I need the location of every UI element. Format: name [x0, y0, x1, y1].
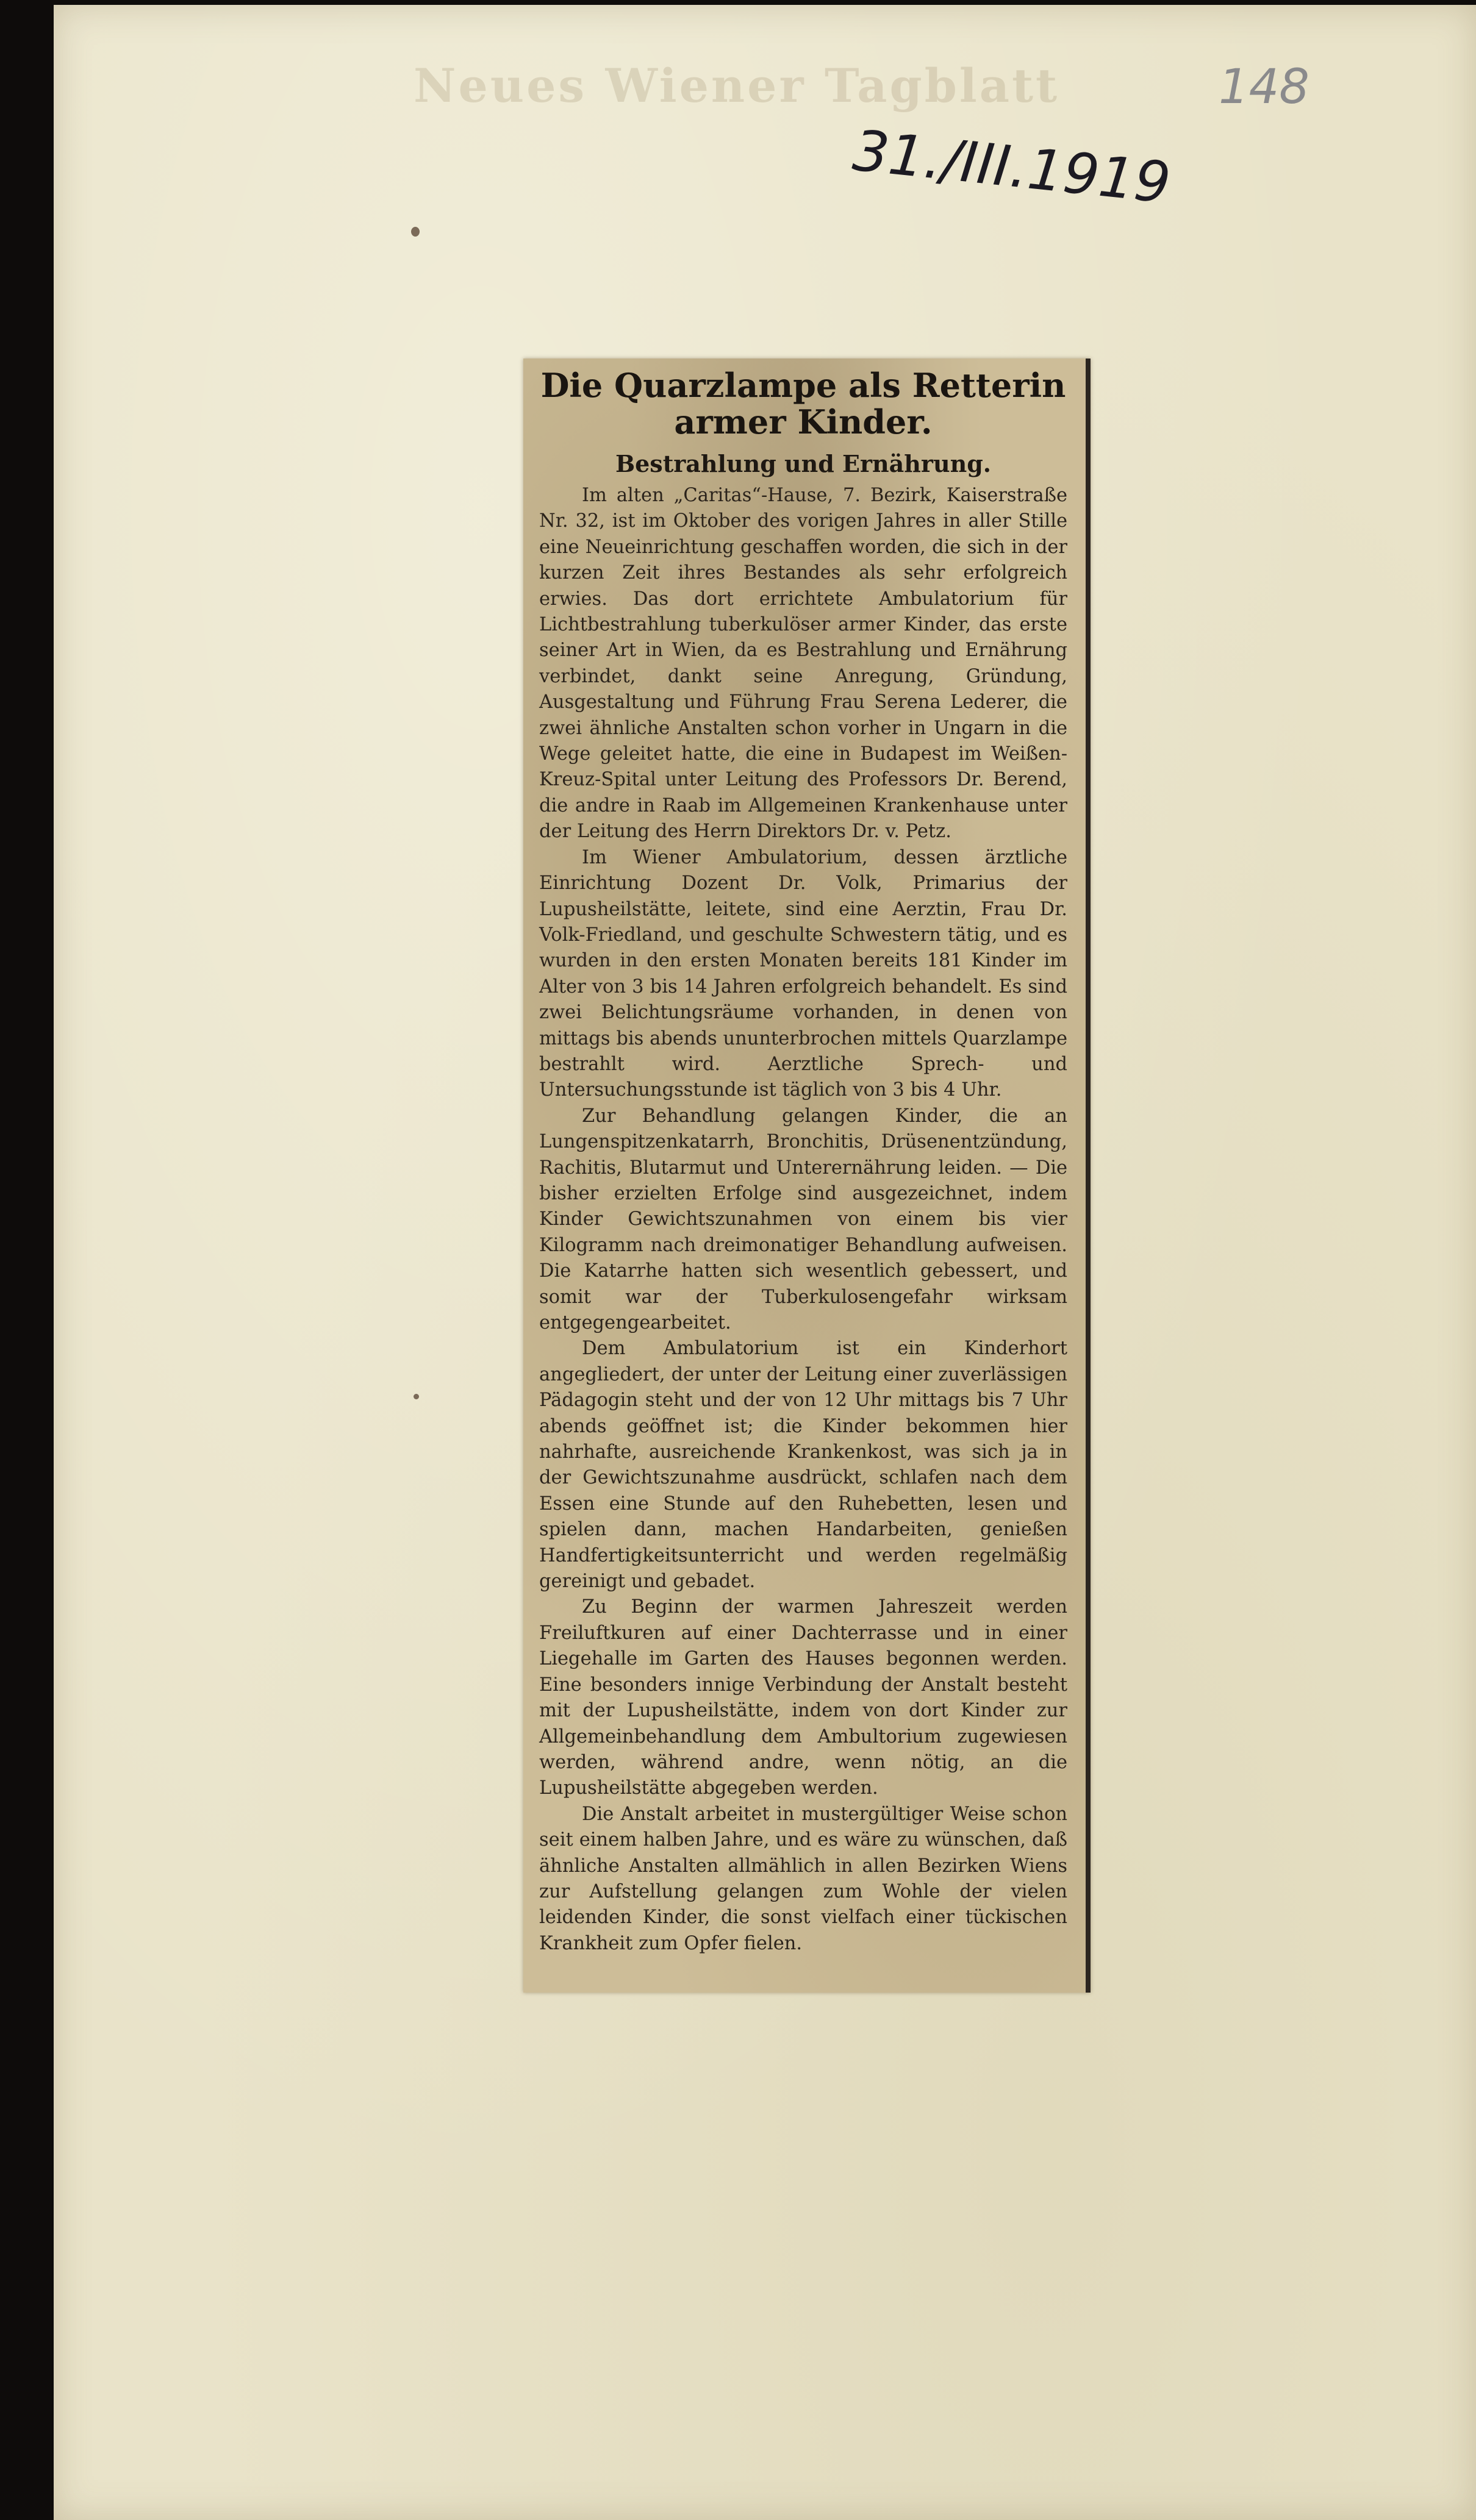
ink-spot — [414, 1394, 419, 1399]
article-subheadline: Bestrahlung und Ernährung. — [615, 450, 991, 477]
article-body — [539, 483, 1067, 1957]
article-paragraph: Im alten „Caritas“-Hause, 7. Bezirk, Kaiserstraße Nr. 32, ist im Oktober des vorigen Jahres in aller Stille eine Neueinrichtung geschaffen worden, die sich in der kurzen Zeit ihres Bestandes als sehr erfolgreich erwies. Das dort errichtete Ambulatorium für Lichtbestrahlung tuberkulöser armer Kinder, das erste seiner Art in Wien, da es Bestrahlung und Ernährung verbindet, dankt seine Anregung, Gründung, Ausgestaltung und Führung Frau Serena Lederer, die zwei ähnliche Anstalten schon vorher in Ungarn in die Wege geleitet hatte, die eine in Budapest im Weißen-Kreuz-Spital unter Leitung des Professors Dr. Berend, die andre in Raab im Allgemeinen Krankenhause unter der Leitung des Herrn Direktors Dr. v. Petz. — [539, 485, 1067, 843]
article-headline: Die Quarzlampe als Retterin armer Kinder. — [540, 366, 1066, 441]
handwritten-date: 31./III.1919 — [850, 118, 1174, 216]
newspaper-clipping — [523, 359, 1091, 1993]
newspaper-stamp: Neues Wiener Tagblatt — [414, 59, 1060, 113]
article-paragraph: Im Wiener Ambulatorium, dessen ärztliche Einrichtung Dozent Dr. Volk, Primarius der Lupusheilstätte, leitete, sind eine Aerztin, Frau Dr. Volk-Friedland, und geschulte Schwestern tätig, und es wurden in den ersten Monaten bereits 181 Kinder im Alter von 3 bis 14 Jahren erfolgreich behandelt. Es sind zwei Belichtungsräume vorhanden, in denen von mittags bis abends ununterbrochen mittels Quarzlampe bestrahlt wird. Aerztliche Sprech- und Untersuchungsstunde ist täglich von 3 bis 4 Uhr. — [539, 846, 1067, 1101]
article-paragraph: Dem Ambulatorium ist ein Kinderhort angegliedert, der unter der Leitung einer zuverlässigen Pädagogin steht und der von 12 Uhr mittags bis 7 Uhr abends geöffnet ist; die Kinder bekommen hier nahrhafte, ausreichende Krankenkost, was sich ja in der Gewichtszunahme ausdrückt, schlafen nach dem Essen eine Stunde auf den Ruhebetten, lesen und spielen dann, machen Handarbeiten, genießen Handfertigkeitsunterricht und werden regelmäßig gereinigt und gebadet. — [539, 1338, 1067, 1593]
page-number: 148 — [1219, 60, 1309, 115]
ink-spot — [411, 227, 420, 237]
article-paragraph: Zur Behandlung gelangen Kinder, die an Lungenspitzenkatarrh, Bronchitis, Drüsenentzündung, Rachitis, Blutarmut und Unterernährung leiden. — Die bisher erzielten Erfolge sind ausgezeichnet, indem Kinder Gewichtszunahmen von einem bis vier Kilogramm nach dreimonatiger Behandlung aufweisen. Die Katarrhe hatten sich wesentlich gebessert, und somit war der Tuberkulosengefahr wirksam entgegengearbeitet. — [539, 1105, 1067, 1333]
archive-sheet — [54, 5, 1476, 2520]
article-paragraph: Zu Beginn der warmen Jahreszeit werden Freiluftkuren auf einer Dachterrasse und in einer Liegehalle im Garten des Hauses begonnen werden. Eine besonders innige Verbindung der Anstalt besteht mit der Lupusheilstätte, indem von dort Kinder zur Allgemeinbehandlung dem Ambultorium zugewiesen werden, während andre, wenn nötig, an die Lupusheilstätte abgegeben werden. — [539, 1596, 1067, 1799]
article-paragraph: Die Anstalt arbeitet in mustergültiger Weise schon seit einem halben Jahre, und es wäre zu wünschen, daß ähnliche Anstalten allmählich in allen Bezirken Wiens zur Aufstellung gelangen zum Wohle der vielen leidenden Kinder, die sonst vielfach einer tückischen Krankheit zum Opfer fielen. — [539, 1803, 1067, 1954]
